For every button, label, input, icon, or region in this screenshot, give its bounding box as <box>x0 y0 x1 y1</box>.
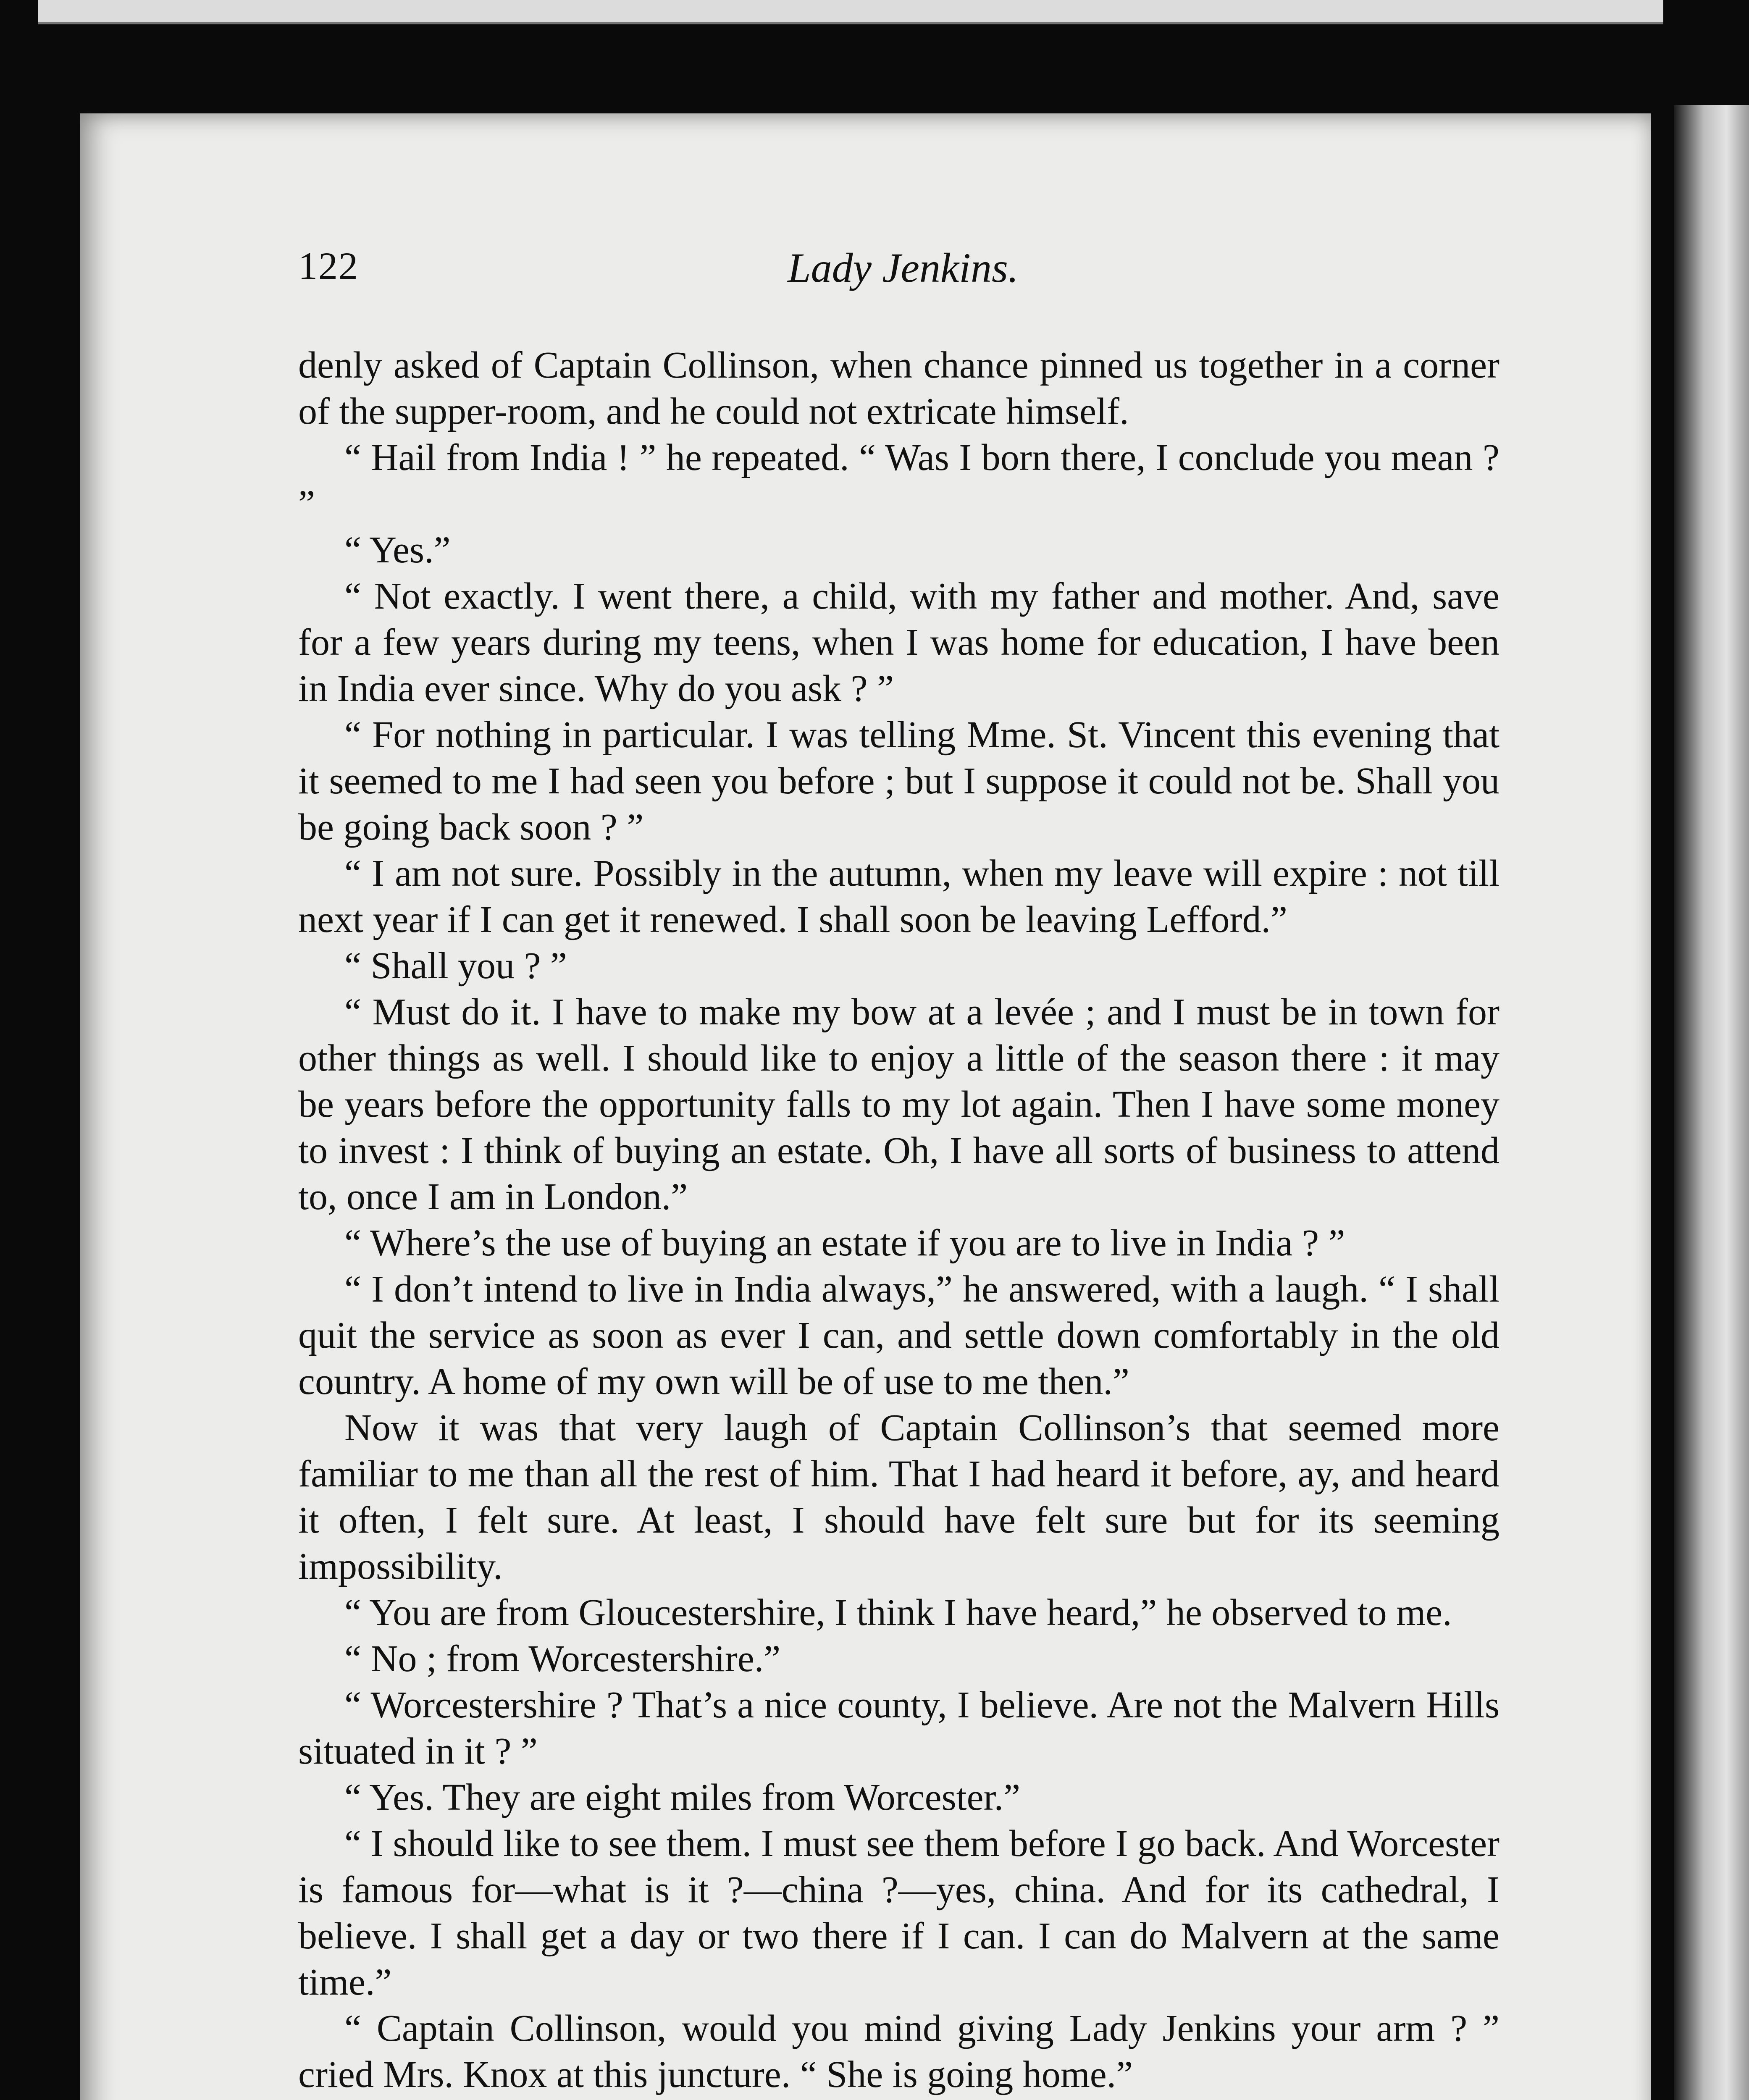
paragraph: “ You are from Gloucestershire, I think I have heard,” he observed to me. <box>344 1592 1452 1633</box>
paragraph: “ Yes.” <box>344 529 451 571</box>
paragraph: “ Yes. They are eight miles from Worcester.” <box>344 1777 1021 1818</box>
paragraph: “ Captain Collinson, would you mind giving Lady Jenkins your arm ? ” cried Mrs. Knox at this juncture. “ She is going home.” <box>298 2008 1500 2095</box>
paragraph: “ Not exactly. I went there, a child, with my father and mother. And, save for a few years during my teens, when I was home for education, I have been in India ever since. Why do you ask ? ” <box>298 575 1500 709</box>
paragraph: “ I should like to see them. I must see them before I go back. And Worcester is famous for—what is it ?—china ?—yes, china. And for its cathedral, I believe. I shall get a day or two there if I can. I can do Malvern at the same time.” <box>298 1823 1500 2003</box>
paragraph: “ Shall you ? ” <box>344 945 567 987</box>
paragraph: “ Must do it. I have to make my bow at a levée ; and I must be in town for other things as well. I should like to enjoy a little of the season there : it may be years before the opportunity falls to my lot again. Then I have some money to invest : I think of buying an estate. Oh, I have all sorts of business to attend to, once I am in London.” <box>298 991 1500 1218</box>
page-number: 122 <box>298 244 359 287</box>
paragraph: Now it was that very laugh of Captain Collinson’s that seemed more familiar to me than all the rest of him. That I had heard it before, ay, and heard it often, I felt sure. At least, I should have felt sure but for its seeming impossibility. <box>298 1407 1500 1587</box>
paragraph <box>298 2098 1500 2100</box>
paragraph: “ I am not sure. Possibly in the autumn, when my leave will expire : not till next year if I can get it renewed. I shall soon be leaving Lefford.” <box>298 853 1500 940</box>
paragraph: “ For nothing in particular. I was telling Mme. St. Vincent this evening that it seemed to me I had seen you before ; but I suppose it could not be. Shall you be going back soon ? ” <box>298 714 1500 848</box>
paragraph: “ Where’s the use of buying an estate if you are to live in India ? ” <box>344 1222 1345 1264</box>
top-page-edge <box>38 0 1663 24</box>
running-title: Lady Jenkins. <box>788 244 1019 291</box>
body-text <box>298 342 1500 2100</box>
paragraph: denly asked of Captain Collinson, when chance pinned us together in a corner of the supper-room, and he could not extricate himself. <box>298 344 1500 432</box>
running-head <box>298 244 1508 307</box>
paragraph: “ No ; from Worcestershire.” <box>344 1638 781 1680</box>
paragraph: “ Hail from India ! ” he repeated. “ Was I born there, I conclude you mean ? ” <box>298 437 1500 525</box>
right-page-edge <box>1674 105 1749 2100</box>
paragraph: “ Worcestershire ? That’s a nice county, I believe. Are not the Malvern Hills situated in it ? ” <box>298 1684 1500 1772</box>
paragraph: “ I don’t intend to live in India always,” he answered, with a laugh. “ I shall quit the service as soon as ever I can, and settle down comfortably in the old country. A home of my own will be of use to me then.” <box>298 1268 1500 1402</box>
